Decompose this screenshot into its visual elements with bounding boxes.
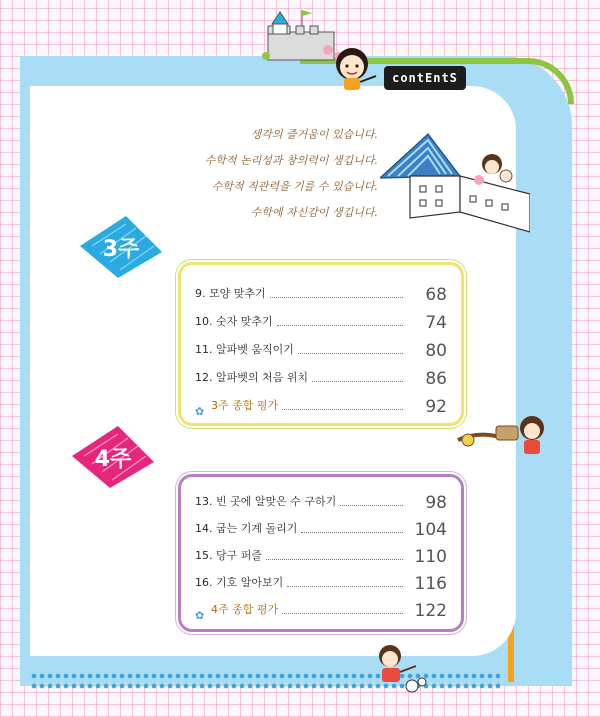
dot-leader [266,559,403,560]
week-4-contents-box [178,474,464,632]
dot-leader [287,586,403,587]
girl-illustration-bottom [366,642,430,694]
flower-icon: ✿ [195,405,205,418]
toc-row[interactable] [195,487,447,513]
contents-label: contEntS [384,66,466,90]
toc-page-number: 80 [425,341,447,361]
toc-page-number: 86 [425,369,447,389]
toc-title-eval: 3주 종합 평가 [211,399,279,412]
toc-page-number: 116 [414,574,447,594]
toc-title: 15. 당구 퍼즐 [195,549,262,562]
toc-page-number: 122 [414,601,447,621]
dot-leader [277,325,403,326]
girl-illustration-header [330,42,382,92]
toc-row[interactable] [195,363,447,389]
toc-row[interactable] [195,595,447,621]
dot-leader [298,353,403,354]
dot-leader [340,505,403,506]
week-3-badge [76,214,166,280]
house-illustration [380,126,530,236]
toc-title: 12. 알파벳의 처음 위치 [195,371,308,384]
toc-row[interactable] [195,307,447,333]
toc-page-number: 98 [425,493,447,513]
intro-line-1: 생각의 즐거움이 있습니다. [250,128,378,141]
toc-page-number: 110 [414,547,447,567]
toc-row[interactable] [195,568,447,594]
dot-leader [301,532,403,533]
toc-title: 11. 알파벳 움직이기 [195,343,294,356]
toc-page-number: 104 [414,520,447,540]
intro-line-4: 수학에 자신감이 생깁니다. [250,206,378,219]
toc-title: 14. 굽는 기계 돌리기 [195,522,298,535]
toc-row[interactable] [195,391,447,417]
intro-line-3: 수학적 직관력을 기를 수 있습니다. [211,180,378,193]
toc-title: 10. 숫자 맞추기 [195,315,273,328]
toc-row[interactable] [195,335,447,361]
week-4-badge-label: 4주 [94,446,132,472]
dot-leader [282,409,403,410]
week-3-badge-label: 3주 [102,236,140,262]
toc-title-eval: 4주 종합 평가 [211,603,279,616]
dot-leader [312,381,403,382]
toc-page-number: 68 [425,285,447,305]
dot-leader [282,613,403,614]
flower-icon: ✿ [195,609,205,622]
toc-page-number: 92 [425,397,447,417]
week-3-contents-box [178,262,464,426]
toc-row[interactable] [195,514,447,540]
toc-page-number: 74 [425,313,447,333]
intro-line-2: 수학적 논리성과 창의력이 생깁니다. [204,154,378,167]
toc-title: 9. 모양 맞추기 [195,287,266,300]
girl-illustration-side [456,410,548,460]
toc-title: 16. 기호 알아보기 [195,576,284,589]
toc-row[interactable] [195,279,447,305]
toc-row[interactable] [195,541,447,567]
toc-title: 13. 빈 곳에 알맞은 수 구하기 [195,495,337,508]
dot-leader [270,297,403,298]
week-4-badge [68,424,158,490]
